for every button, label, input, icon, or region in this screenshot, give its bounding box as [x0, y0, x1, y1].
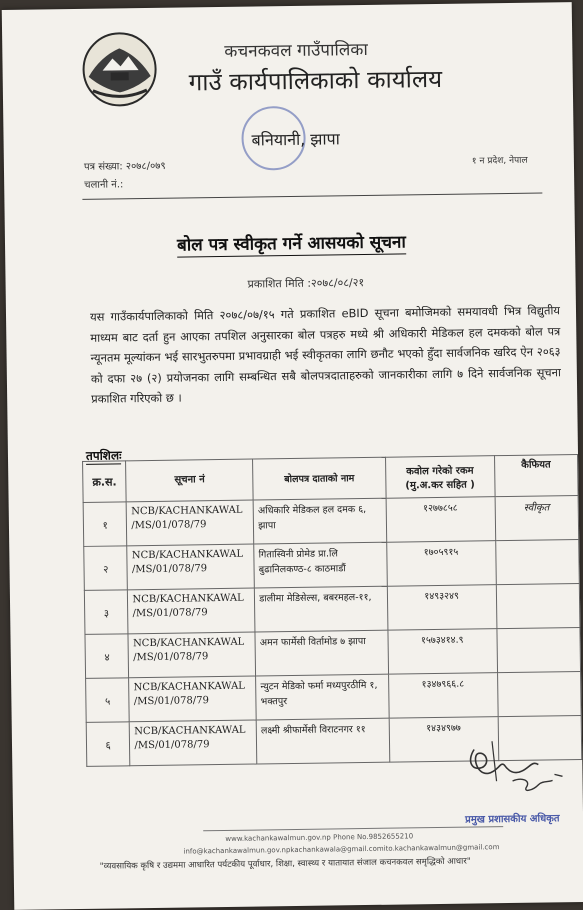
row-serial: ४	[85, 634, 129, 679]
notice-sheet	[2, 2, 583, 910]
dispatch-number: चलानी नं.:	[84, 179, 124, 191]
row-remark: स्वीकृत	[495, 496, 579, 541]
row-amount: १३४७९६६.८	[388, 673, 498, 719]
row-serial: १	[83, 502, 127, 547]
row-amount: १७०५९१५	[386, 541, 496, 587]
published-date: प्रकाशित मिति :२०७८/०८/२१	[247, 275, 365, 291]
footer-divider	[203, 826, 503, 831]
table-label: तपशिलः	[85, 448, 122, 463]
row-bidder: अधिकारि मेडिकल हल दमक ६, झापा	[253, 498, 386, 544]
row-notice-no: NCB/KACHANKAWAL /MS/01/078/79	[127, 500, 254, 546]
row-remark	[495, 540, 579, 585]
header-divider	[82, 192, 542, 199]
header-notice-no: सूचना नं	[126, 459, 253, 502]
row-bidder: डालीमा मेडिसेल्स, बबरमहल-११,	[255, 586, 388, 632]
table-row	[83, 496, 579, 547]
header-bidder: बोलपत्र दाताको नाम	[253, 457, 386, 500]
header-remark: कैफियत	[494, 455, 578, 497]
row-bidder: अमन फार्मेसी विर्तामोड ७ झापा	[255, 630, 388, 676]
officer-stamp: प्रमुख प्रशासकीय अधिकृत	[465, 813, 560, 826]
table-row	[86, 672, 582, 723]
row-amount: १५७३४१४.९	[388, 629, 498, 675]
row-serial: २	[84, 546, 128, 591]
table-header-row	[83, 455, 579, 503]
row-serial: ६	[86, 722, 130, 767]
bid-table	[82, 454, 582, 767]
table-row	[84, 540, 580, 591]
office-location: बनियानी, झापा	[251, 129, 340, 150]
footer-website: www.kachankawalmun.gov.np Phone No.9852655210	[225, 832, 414, 843]
footer-slogan: "व्यवसायिक कृषि र उद्यममा आधारित पर्यटकीय पूर्वाधार, शिक्षा, स्वास्थ्य र यातायात संजाल कचनकवल समृद्धिको आधार"	[99, 856, 471, 872]
row-bidder: न्युटन मेडिको फर्मा मध्यपुरठीमि १, भक्तपुर	[256, 674, 389, 720]
header-amount: कवोल गरेको रकम (मु.अ.कर सहित )	[385, 456, 495, 499]
row-amount: १२७७८५८	[386, 497, 496, 543]
footer-email: info@kachankawalmun.gov.npkachankawala@gmail.comito.kachankawalmun@gmail.com	[183, 843, 500, 856]
row-serial: ५	[86, 678, 130, 723]
row-remark	[497, 672, 581, 717]
reference-number: पत्र संख्या: २०७८/०७९	[83, 160, 166, 173]
row-amount: १४९३२४९	[387, 585, 497, 631]
row-remark	[496, 584, 580, 629]
government-emblem-icon	[80, 30, 159, 109]
table-row	[85, 628, 581, 679]
row-bidder: गितास्विनी प्रोमेड प्रा.लि बुढानिलकण्ठ-८ काठमाडौं	[254, 542, 387, 588]
province-label: १ न प्रदेश, नेपाल	[471, 155, 528, 167]
table-row	[84, 584, 580, 635]
header-serial: क्र.स.	[83, 461, 127, 503]
row-notice-no: NCB/KACHANKAWAL /MS/01/078/79	[128, 632, 255, 678]
row-notice-no: NCB/KACHANKAWAL /MS/01/078/79	[130, 720, 257, 766]
row-notice-no: NCB/KACHANKAWAL /MS/01/078/79	[128, 588, 255, 634]
row-amount: १४३४९७७	[389, 717, 499, 763]
notice-body: यस गाउँकार्यपालिकाको मिति २०७८/०७/१५ गते प्रकाशित eBID सूचना बमोजिमको समयावधी भित्र विद्युतीय माध्यम बाट दर्ता हुन आएका तपशिल अनुसारका बोल पत्रहरु मध्ये श्री अधिकारी मेडिकल हल दमकको बोल पत्र न्यूनतम मूल्यांकन भई सारभुतरुपमा प्रभावग्राही भई स्वीकृतका लागि छनौट भएको हुँदा सार्वजनिक खरिद ऐन २०६३ को दफा २७ (२) प्रयोजनका लागि सम्बन्धित सबै बोलपत्रदाताहरुको जानकारीका लागि ७ दिने सार्वजनिक सूचना प्रकाशित गरिएको छ ।	[89, 303, 561, 406]
notice-title: बोल पत्र स्वीकृत गर्ने आसयको सूचना	[177, 229, 406, 257]
handwritten-signature	[452, 730, 573, 802]
row-serial: ३	[84, 590, 128, 635]
office-name: गाउँ कार्यपालिकाको कार्यालय	[188, 64, 443, 97]
row-notice-no: NCB/KACHANKAWAL /MS/01/078/79	[127, 544, 254, 590]
row-bidder: लक्ष्मी श्रीफार्मेसी विराटनगर ११	[256, 718, 389, 764]
row-remark	[497, 628, 581, 673]
row-notice-no: NCB/KACHANKAWAL /MS/01/078/79	[129, 676, 256, 722]
municipality-name: कचनकवल गाउँपालिका	[224, 39, 368, 62]
